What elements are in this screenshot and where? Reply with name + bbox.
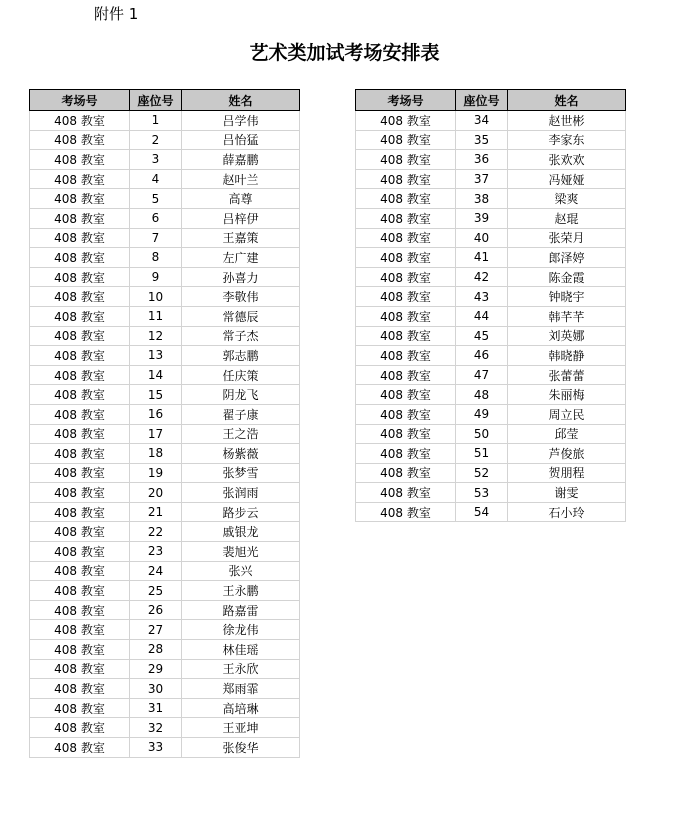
name-cell: 赵琨 — [508, 208, 626, 228]
name-cell: 芦俊旅 — [508, 444, 626, 464]
seat-cell: 26 — [130, 600, 182, 620]
name-cell: 赵叶兰 — [182, 169, 300, 189]
table-row — [30, 404, 300, 424]
seat-cell: 23 — [130, 542, 182, 562]
room-cell: 408 教室 — [30, 228, 130, 248]
seat-cell: 22 — [130, 522, 182, 542]
name-cell: 高尊 — [182, 189, 300, 209]
table-row — [356, 483, 626, 503]
room-cell: 408 教室 — [30, 698, 130, 718]
room-cell: 408 教室 — [30, 150, 130, 170]
seat-cell: 36 — [456, 150, 508, 170]
room-cell: 408 教室 — [30, 208, 130, 228]
room-cell: 408 教室 — [356, 267, 456, 287]
table-row — [356, 287, 626, 307]
room-cell: 408 教室 — [30, 679, 130, 699]
table-row — [30, 561, 300, 581]
room-cell: 408 教室 — [30, 346, 130, 366]
name-cell: 邱莹 — [508, 424, 626, 444]
seat-cell: 3 — [130, 150, 182, 170]
table-row — [356, 424, 626, 444]
room-cell: 408 教室 — [356, 365, 456, 385]
name-cell: 冯娅娅 — [508, 169, 626, 189]
table-row — [356, 228, 626, 248]
room-cell: 408 教室 — [356, 502, 456, 522]
name-cell: 常子杰 — [182, 326, 300, 346]
seat-cell: 10 — [130, 287, 182, 307]
name-cell: 裴旭光 — [182, 542, 300, 562]
seat-cell: 37 — [456, 169, 508, 189]
room-cell: 408 教室 — [356, 326, 456, 346]
seat-cell: 32 — [130, 718, 182, 738]
name-cell: 吕学伟 — [182, 111, 300, 131]
seat-cell: 1 — [130, 111, 182, 131]
seat-cell: 4 — [130, 169, 182, 189]
seat-cell: 28 — [130, 640, 182, 660]
room-cell: 408 教室 — [356, 111, 456, 131]
seat-cell: 20 — [130, 483, 182, 503]
header-room: 考场号 — [356, 90, 456, 111]
name-cell: 李家东 — [508, 130, 626, 150]
table-row — [30, 522, 300, 542]
table-row — [356, 346, 626, 366]
table-row — [30, 208, 300, 228]
table-row — [30, 150, 300, 170]
name-cell: 钟晓宇 — [508, 287, 626, 307]
table-row — [30, 620, 300, 640]
room-cell: 408 教室 — [30, 542, 130, 562]
table-row — [30, 228, 300, 248]
room-cell: 408 教室 — [30, 640, 130, 660]
table-row — [30, 189, 300, 209]
name-cell: 朱丽梅 — [508, 385, 626, 405]
table-row — [356, 502, 626, 522]
name-cell: 张兴 — [182, 561, 300, 581]
room-cell: 408 教室 — [30, 169, 130, 189]
seat-cell: 41 — [456, 248, 508, 268]
name-cell: 陈金霞 — [508, 267, 626, 287]
name-cell: 吕怡猛 — [182, 130, 300, 150]
seat-cell: 47 — [456, 365, 508, 385]
seat-cell: 48 — [456, 385, 508, 405]
table-row — [30, 581, 300, 601]
seat-cell: 5 — [130, 189, 182, 209]
seat-cell: 14 — [130, 365, 182, 385]
room-cell: 408 教室 — [30, 404, 130, 424]
table-row — [30, 267, 300, 287]
table-row — [30, 640, 300, 660]
room-cell: 408 教室 — [356, 189, 456, 209]
room-cell: 408 教室 — [30, 561, 130, 581]
room-cell: 408 教室 — [356, 463, 456, 483]
header-room: 考场号 — [30, 90, 130, 111]
seat-cell: 30 — [130, 679, 182, 699]
name-cell: 任庆策 — [182, 365, 300, 385]
name-cell: 王永欣 — [182, 659, 300, 679]
seat-cell: 18 — [130, 444, 182, 464]
table-row — [356, 444, 626, 464]
seat-cell: 24 — [130, 561, 182, 581]
seat-cell: 2 — [130, 130, 182, 150]
table-row — [30, 738, 300, 758]
room-cell: 408 教室 — [30, 130, 130, 150]
room-cell: 408 教室 — [30, 483, 130, 503]
name-cell: 石小玲 — [508, 502, 626, 522]
name-cell: 左广建 — [182, 248, 300, 268]
seat-cell: 52 — [456, 463, 508, 483]
seat-cell: 19 — [130, 463, 182, 483]
table-row — [356, 189, 626, 209]
name-cell: 杨紫薇 — [182, 444, 300, 464]
room-cell: 408 教室 — [30, 365, 130, 385]
seat-cell: 45 — [456, 326, 508, 346]
name-cell: 王亚坤 — [182, 718, 300, 738]
room-cell: 408 教室 — [356, 444, 456, 464]
room-cell: 408 教室 — [30, 581, 130, 601]
room-cell: 408 教室 — [30, 189, 130, 209]
seat-cell: 46 — [456, 346, 508, 366]
room-cell: 408 教室 — [356, 169, 456, 189]
name-cell: 赵世彬 — [508, 111, 626, 131]
exam-table-left — [29, 89, 300, 758]
room-cell: 408 教室 — [30, 424, 130, 444]
name-cell: 刘英娜 — [508, 326, 626, 346]
table-row — [356, 385, 626, 405]
table-row — [30, 718, 300, 738]
name-cell: 路步云 — [182, 502, 300, 522]
table-row — [356, 306, 626, 326]
room-cell: 408 教室 — [30, 287, 130, 307]
name-cell: 戚银龙 — [182, 522, 300, 542]
table-row — [30, 346, 300, 366]
table-row — [356, 169, 626, 189]
name-cell: 李敬伟 — [182, 287, 300, 307]
seat-cell: 21 — [130, 502, 182, 522]
name-cell: 王永鹏 — [182, 581, 300, 601]
seat-cell: 6 — [130, 208, 182, 228]
name-cell: 路嘉雷 — [182, 600, 300, 620]
table-row — [30, 424, 300, 444]
table-row — [356, 248, 626, 268]
name-cell: 谢雯 — [508, 483, 626, 503]
name-cell: 阴龙飞 — [182, 385, 300, 405]
seat-cell: 9 — [130, 267, 182, 287]
seat-cell: 7 — [130, 228, 182, 248]
room-cell: 408 教室 — [30, 306, 130, 326]
room-cell: 408 教室 — [356, 424, 456, 444]
room-cell: 408 教室 — [356, 150, 456, 170]
table-row — [30, 444, 300, 464]
table-row — [356, 111, 626, 131]
room-cell: 408 教室 — [356, 130, 456, 150]
name-cell: 梁爽 — [508, 189, 626, 209]
table-row — [30, 679, 300, 699]
room-cell: 408 教室 — [356, 483, 456, 503]
name-cell: 郑雨霏 — [182, 679, 300, 699]
seat-cell: 42 — [456, 267, 508, 287]
table-row — [30, 483, 300, 503]
room-cell: 408 教室 — [30, 267, 130, 287]
room-cell: 408 教室 — [30, 463, 130, 483]
name-cell: 张蕾蕾 — [508, 365, 626, 385]
room-cell: 408 教室 — [356, 287, 456, 307]
name-cell: 韩芊芊 — [508, 306, 626, 326]
table-row — [356, 130, 626, 150]
table-row — [30, 600, 300, 620]
seat-cell: 44 — [456, 306, 508, 326]
name-cell: 薛嘉鹏 — [182, 150, 300, 170]
seat-cell: 25 — [130, 581, 182, 601]
name-cell: 林佳瑶 — [182, 640, 300, 660]
table-row — [30, 248, 300, 268]
name-cell: 张润雨 — [182, 483, 300, 503]
seat-cell: 54 — [456, 502, 508, 522]
seat-cell: 17 — [130, 424, 182, 444]
exam-table-right — [355, 89, 626, 522]
name-cell: 翟子康 — [182, 404, 300, 424]
name-cell: 郭志鹏 — [182, 346, 300, 366]
name-cell: 周立民 — [508, 404, 626, 424]
seat-cell: 33 — [130, 738, 182, 758]
table-row — [30, 542, 300, 562]
room-cell: 408 教室 — [356, 404, 456, 424]
seat-cell: 8 — [130, 248, 182, 268]
room-cell: 408 教室 — [356, 385, 456, 405]
attachment-label: 附件 1 — [94, 5, 139, 23]
room-cell: 408 教室 — [30, 738, 130, 758]
seat-cell: 16 — [130, 404, 182, 424]
room-cell: 408 教室 — [30, 502, 130, 522]
table-row — [30, 130, 300, 150]
seat-cell: 15 — [130, 385, 182, 405]
name-cell: 常德辰 — [182, 306, 300, 326]
table-row — [30, 365, 300, 385]
table-row — [356, 267, 626, 287]
room-cell: 408 教室 — [30, 620, 130, 640]
table-row — [30, 287, 300, 307]
name-cell: 张荣月 — [508, 228, 626, 248]
table-row — [30, 698, 300, 718]
table-row — [30, 326, 300, 346]
name-cell: 贺朋程 — [508, 463, 626, 483]
table-row — [30, 659, 300, 679]
table-row — [30, 169, 300, 189]
seat-cell: 39 — [456, 208, 508, 228]
header-name: 姓名 — [508, 90, 626, 111]
name-cell: 王嘉策 — [182, 228, 300, 248]
table-row — [356, 365, 626, 385]
seat-cell: 40 — [456, 228, 508, 248]
header-name: 姓名 — [182, 90, 300, 111]
name-cell: 韩晓静 — [508, 346, 626, 366]
room-cell: 408 教室 — [30, 659, 130, 679]
table-header-row — [356, 90, 626, 111]
room-cell: 408 教室 — [356, 248, 456, 268]
header-seat: 座位号 — [130, 90, 182, 111]
page-title: 艺术类加试考场安排表 — [249, 42, 440, 64]
seat-cell: 53 — [456, 483, 508, 503]
seat-cell: 12 — [130, 326, 182, 346]
name-cell: 王之浩 — [182, 424, 300, 444]
seat-cell: 13 — [130, 346, 182, 366]
room-cell: 408 教室 — [30, 248, 130, 268]
table-row — [356, 208, 626, 228]
room-cell: 408 教室 — [30, 444, 130, 464]
room-cell: 408 教室 — [356, 208, 456, 228]
room-cell: 408 教室 — [30, 522, 130, 542]
room-cell: 408 教室 — [356, 346, 456, 366]
seat-cell: 27 — [130, 620, 182, 640]
room-cell: 408 教室 — [30, 385, 130, 405]
name-cell: 徐龙伟 — [182, 620, 300, 640]
seat-cell: 43 — [456, 287, 508, 307]
table-row — [30, 502, 300, 522]
table-row — [30, 463, 300, 483]
name-cell: 郎泽婷 — [508, 248, 626, 268]
name-cell: 吕梓伊 — [182, 208, 300, 228]
seat-cell: 49 — [456, 404, 508, 424]
name-cell: 张欢欢 — [508, 150, 626, 170]
table-row — [356, 404, 626, 424]
name-cell: 孙喜力 — [182, 267, 300, 287]
name-cell: 张俊华 — [182, 738, 300, 758]
room-cell: 408 教室 — [356, 228, 456, 248]
room-cell: 408 教室 — [30, 326, 130, 346]
table-row — [30, 306, 300, 326]
header-seat: 座位号 — [456, 90, 508, 111]
table-row — [30, 111, 300, 131]
room-cell: 408 教室 — [30, 600, 130, 620]
seat-cell: 34 — [456, 111, 508, 131]
seat-cell: 31 — [130, 698, 182, 718]
seat-cell: 29 — [130, 659, 182, 679]
name-cell: 张梦雪 — [182, 463, 300, 483]
table-row — [356, 150, 626, 170]
seat-cell: 11 — [130, 306, 182, 326]
table-header-row — [30, 90, 300, 111]
name-cell: 高培琳 — [182, 698, 300, 718]
seat-cell: 50 — [456, 424, 508, 444]
seat-cell: 51 — [456, 444, 508, 464]
table-row — [356, 463, 626, 483]
table-row — [356, 326, 626, 346]
room-cell: 408 教室 — [30, 718, 130, 738]
seat-cell: 35 — [456, 130, 508, 150]
room-cell: 408 教室 — [30, 111, 130, 131]
seat-cell: 38 — [456, 189, 508, 209]
table-row — [30, 385, 300, 405]
room-cell: 408 教室 — [356, 306, 456, 326]
